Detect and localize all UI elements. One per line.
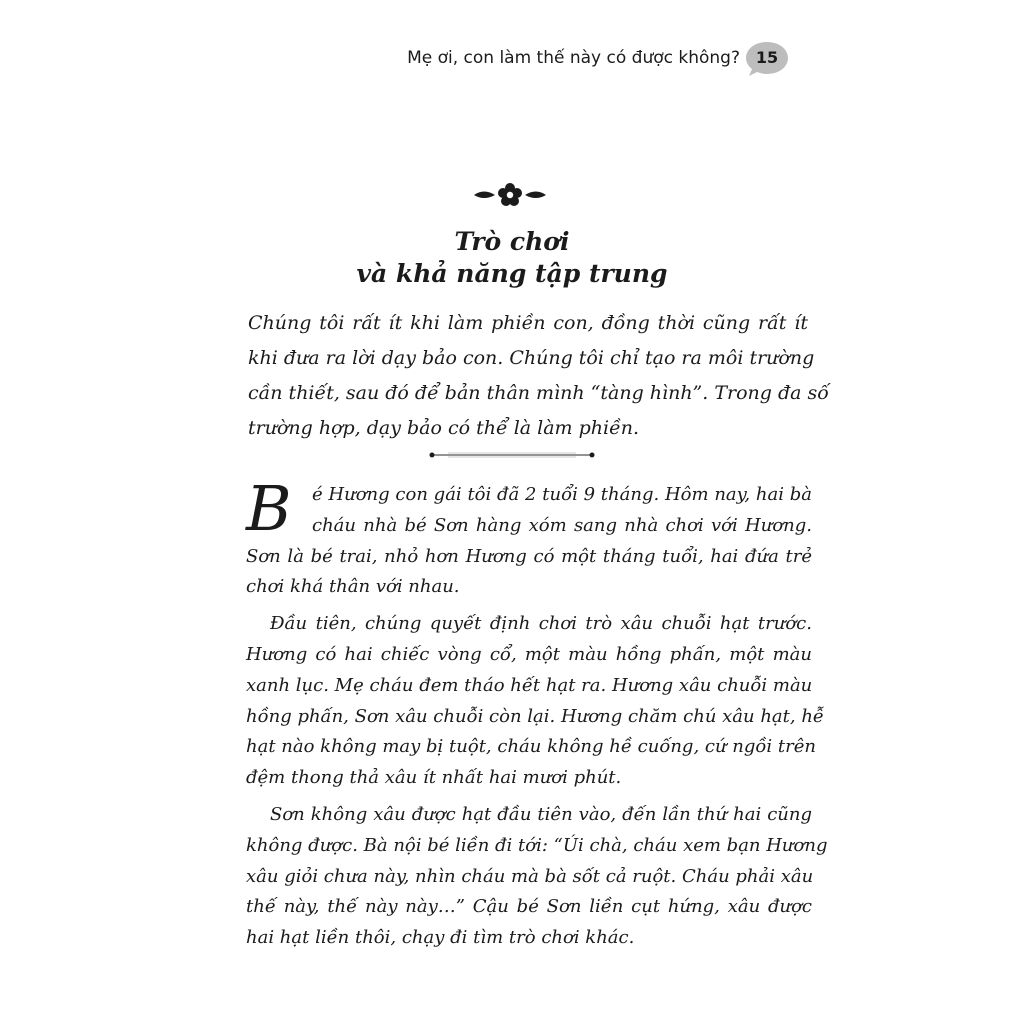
- drop-cap: B: [246, 472, 292, 545]
- body-line: thế này, thế này này…” Cậu bé Sơn liền cụt hứng, xâu được: [246, 896, 812, 918]
- body-line: Đầu tiên, chúng quyết định chơi trò xâu chuỗi hạt trước.: [270, 613, 812, 635]
- body-line: hai hạt liền thôi, chạy đi tìm trò chơi khác.: [246, 927, 635, 949]
- body-line: đệm thong thả xâu ít nhất hai mươi phút.: [246, 767, 622, 789]
- body-line: xâu giỏi chưa này, nhìn cháu mà bà sốt cả ruột. Cháu phải xâu: [246, 865, 814, 887]
- body-line: chơi khá thân với nhau.: [246, 576, 460, 598]
- chapter-title-line-1: Trò chơi: [454, 227, 570, 256]
- running-title: Mẹ ơi, con làm thế này có được không?: [407, 48, 740, 68]
- body-line: hồng phấn, Sơn xâu chuỗi còn lại. Hương chăm chú xâu hạt, hễ: [246, 705, 824, 727]
- body-line: Hương có hai chiếc vòng cổ, một màu hồng phấn, một màu: [246, 643, 812, 665]
- flower-leaves-ornament-icon: [470, 180, 550, 210]
- body-text: [246, 472, 828, 954]
- body-line: Sơn không xâu được hạt đầu tiên vào, đến lần thứ hai cũng: [270, 803, 812, 825]
- paragraph-1-dropcap-lines: [246, 472, 812, 545]
- body-line: é Hương con gái tôi đã 2 tuổi 9 tháng. Hôm nay, hai bà: [312, 484, 812, 505]
- body-line: cháu nhà bé Sơn hàng xóm sang nhà chơi với Hương.: [312, 514, 812, 536]
- intro-line: trường hợp, dạy bảo có thể là làm phiền.: [248, 417, 640, 439]
- intro-line: Chúng tôi rất ít khi làm phiền con, đồng thời cũng rất ít: [248, 312, 808, 334]
- page-number-badge: [746, 40, 792, 78]
- body-line: Sơn là bé trai, nhỏ hơn Hương có một tháng tuổi, hai đứa trẻ: [246, 545, 812, 567]
- line-divider-icon: [428, 448, 596, 462]
- body-line: hạt nào không may bị tuột, cháu không hề cuống, cứ ngồi trên: [246, 736, 816, 758]
- chapter-title-line-2: và khả năng tập trung: [356, 259, 668, 288]
- intro-line: khi đưa ra lời dạy bảo con. Chúng tôi chỉ tạo ra môi trường: [248, 347, 815, 369]
- body-line: xanh lục. Mẹ cháu đem tháo hết hạt ra. Hương xâu chuỗi màu: [246, 674, 813, 696]
- intro-paragraph: [248, 306, 829, 446]
- body-line: không được. Bà nội bé liền đi tới: “Úi chà, cháu xem bạn Hương: [246, 834, 828, 856]
- page-number: 15: [755, 48, 779, 67]
- intro-line: cần thiết, sau đó để bản thân mình “tàng hình”. Trong đa số: [248, 382, 829, 404]
